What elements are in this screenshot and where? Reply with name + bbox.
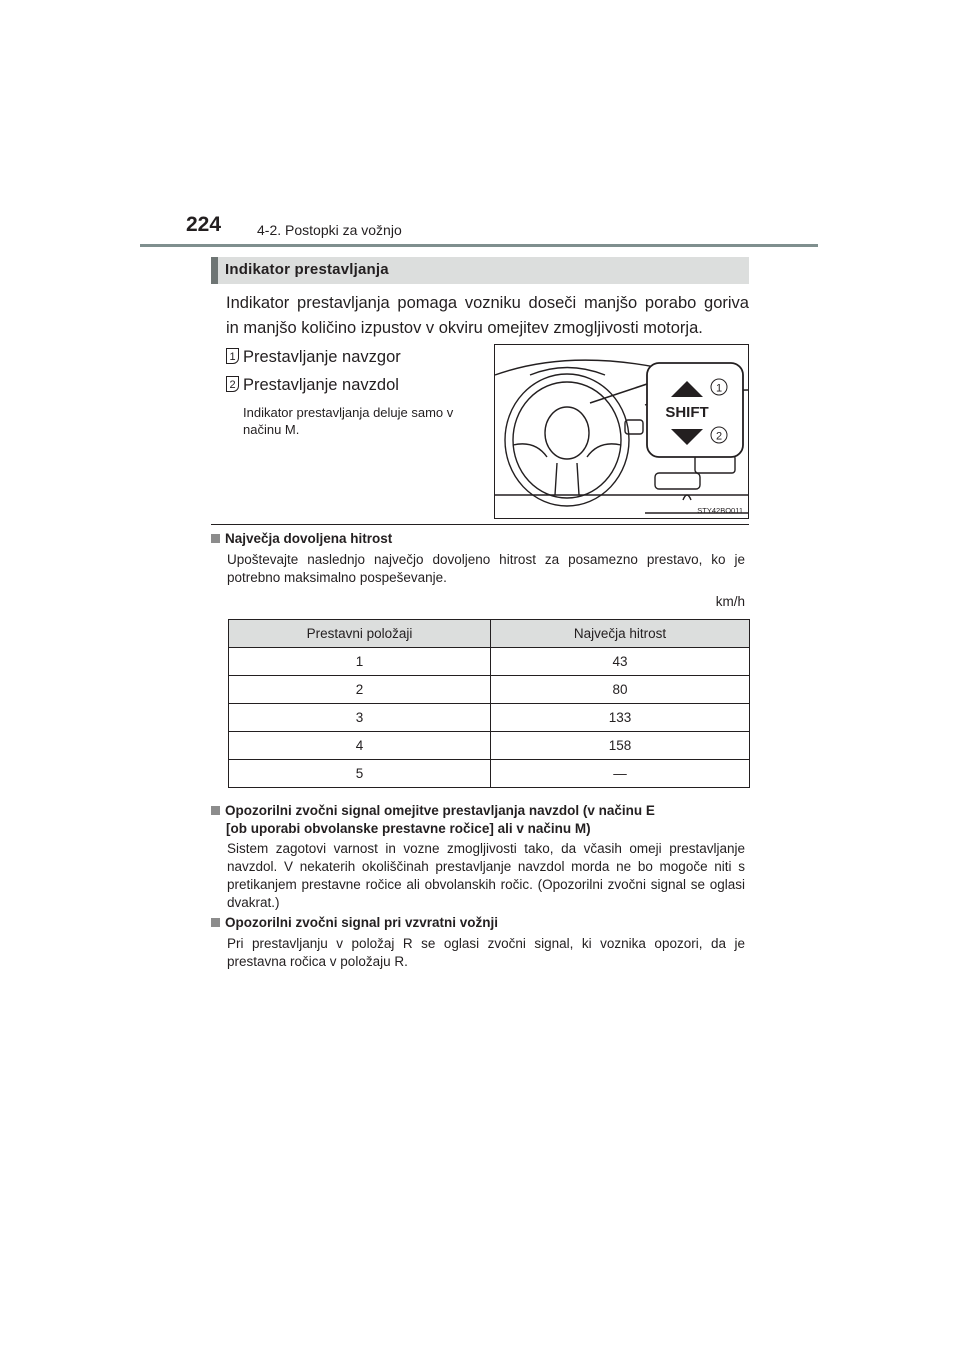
table-row [229,760,750,788]
speed-cell: 43 [491,648,750,676]
section-divider [211,524,749,525]
table-header-row [229,620,750,648]
note-text: Indikator prestavljanja deluje samo v načinu M. [243,405,454,437]
table-row [229,704,750,732]
callout-1: 1 [715,382,723,395]
table-row [229,676,750,704]
shift-label: SHIFT [665,404,709,421]
downshift-heading-line-2: [ob uporabi obvolanske prestavne ročice] ali v načinu M) [226,821,591,836]
item-downshift: Prestavljanje navzdol [243,376,399,394]
speed-unit: km/h [715,594,745,609]
square-bullet-icon [211,918,220,927]
header-rule [140,244,818,247]
page-number: 224 [186,213,222,236]
intro-paragraph [226,291,749,341]
speed-cell: 80 [491,676,750,704]
figure-code: STY42BO011 [697,506,743,515]
table-header-gear: Prestavni položaji [229,620,491,648]
max-speed-heading-text: Največja dovoljena hitrost [225,531,393,546]
table-row [229,732,750,760]
table-header-speed: Največja hitrost [491,620,750,648]
section-title: Indikator prestavljanja [225,261,389,278]
max-speed-heading [211,531,392,546]
intro-line-2: in manjšo količino izpustov v okviru omejitev zmogljivosti motorja. [226,319,703,337]
chapter-title: 4-2. Postopki za vožnjo [257,222,402,238]
section-heading-bar [211,257,749,284]
max-speed-text: Upoštevajte naslednjo največjo dovoljeno hitrost za posamezno prestavo, ko je potrebno maksimalno pospeševanje. [227,552,745,585]
max-speed-table [228,619,750,788]
table-row [229,648,750,676]
downshift-warning-heading [211,802,655,838]
speed-cell: — [491,760,750,788]
gear-cell: 5 [229,760,491,788]
speed-cell: 158 [491,732,750,760]
square-bullet-icon [211,534,220,543]
downshift-warning-text: Sistem zagotovi varnost in vozne zmogljivosti tako, da včasih omeji prestavljanje navzdol. V nekaterih okoliščinah prestavljanje navzdol morda ne bo mogoče niti s pretikanjem prestavne ročice ali obvolanskih ročic. (Opozorilni zvočni signal se oglasi dvakrat.) [227,841,745,910]
downshift-heading-line-1: Opozorilni zvočni signal omejitve prestavljanja navzdol (v načinu E [225,803,655,818]
speed-cell: 133 [491,704,750,732]
reverse-warning-text: Pri prestavljanju v položaj R se oglasi zvočni signal, ki voznika opozori, da je prestavna ročica v položaju R. [227,936,745,969]
gear-cell: 4 [229,732,491,760]
section-accent [211,257,218,284]
item-number-badge: 1 [226,348,239,364]
gear-cell: 2 [229,676,491,704]
square-bullet-icon [211,806,220,815]
callout-2: 2 [715,430,723,443]
gear-cell: 3 [229,704,491,732]
reverse-warning-heading [211,915,498,930]
intro-line-1: Indikator prestavljanja pomaga vozniku doseči manjšo porabo goriva [226,294,749,312]
gear-cell: 1 [229,648,491,676]
reverse-heading-text: Opozorilni zvočni signal pri vzvratni vožnji [225,915,499,930]
item-upshift: Prestavljanje navzgor [243,348,401,366]
steering-wheel-illustration [495,345,748,518]
dashboard-illustration [494,344,749,519]
item-number-badge: 2 [226,376,239,392]
